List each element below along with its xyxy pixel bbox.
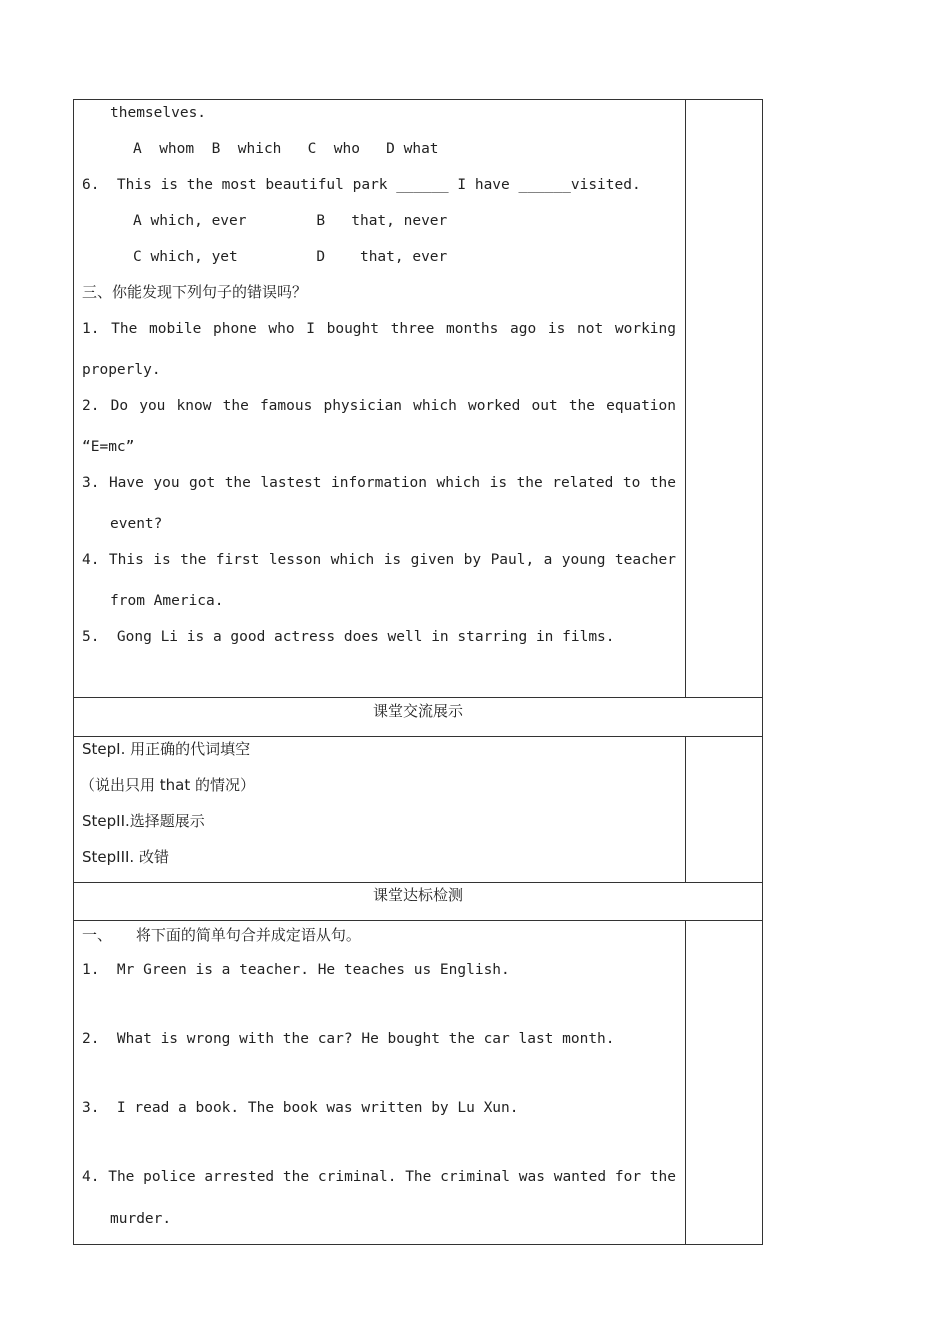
display-section-header: 课堂交流展示 bbox=[372, 702, 463, 720]
error-item-1: 1. The mobile phone who I bought three months ago is not working bbox=[82, 321, 676, 337]
test-heading: 一、 将下面的简单句合并成定语从句。 bbox=[82, 926, 361, 944]
q6-options-ab: A which, ever B that, never bbox=[133, 213, 448, 229]
right-column-divider-3 bbox=[685, 920, 686, 1245]
test-section-header: 课堂达标检测 bbox=[372, 886, 463, 904]
question-6: 6. This is the most beautiful park ______ I have ______visited. bbox=[82, 177, 641, 193]
error-item-3: 3. Have you got the lastest information which is the related to the bbox=[82, 475, 676, 491]
row-divider-2 bbox=[73, 736, 763, 737]
error-item-2-cont: “E=mc” bbox=[82, 439, 135, 455]
test-question-3: 3. I read a book. The book was written by Lu Xun. bbox=[82, 1100, 519, 1116]
step-1: StepI. 用正确的代词填空 bbox=[82, 740, 251, 758]
step-3: StepIII. 改错 bbox=[82, 848, 169, 866]
continued-line: themselves. bbox=[110, 105, 207, 121]
errors-heading: 三、你能发现下列句子的错误吗？ bbox=[82, 283, 308, 301]
row-divider-3 bbox=[73, 882, 763, 883]
step-1-note: （说出只用 that 的情况） bbox=[80, 776, 255, 794]
q5-options: A whom B which C who D what bbox=[133, 141, 439, 157]
row-divider-4 bbox=[73, 920, 763, 921]
error-item-2: 2. Do you know the famous physician which worked out the equation bbox=[82, 398, 676, 414]
right-column-divider-2 bbox=[685, 736, 686, 883]
test-question-4-cont: murder. bbox=[110, 1211, 172, 1227]
test-question-4: 4. The police arrested the criminal. The criminal was wanted for the bbox=[82, 1169, 676, 1185]
test-question-1: 1. Mr Green is a teacher. He teaches us English. bbox=[82, 962, 510, 978]
table-border bbox=[73, 99, 763, 1245]
error-item-5: 5. Gong Li is a good actress does well in starring in films. bbox=[82, 629, 615, 645]
q6-options-cd: C which, yet D that, ever bbox=[133, 249, 448, 265]
right-column-divider-1 bbox=[685, 99, 686, 698]
step-2: StepII.选择题展示 bbox=[82, 812, 205, 830]
error-item-4: 4. This is the first lesson which is given by Paul, a young teacher bbox=[82, 552, 676, 568]
row-divider-1 bbox=[73, 697, 763, 698]
error-item-4-cont: from America. bbox=[110, 593, 224, 609]
error-item-3-cont: event? bbox=[110, 516, 163, 532]
error-item-1-cont: properly. bbox=[82, 362, 161, 378]
test-question-2: 2. What is wrong with the car? He bought the car last month. bbox=[82, 1031, 615, 1047]
